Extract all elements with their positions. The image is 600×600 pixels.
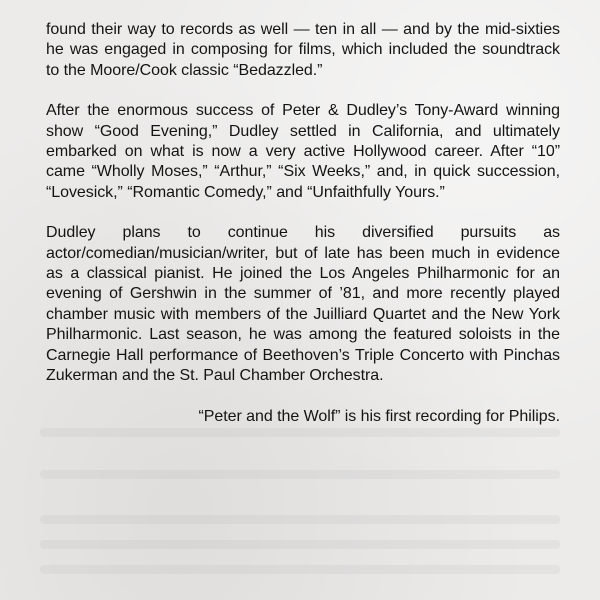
text-column	[46, 20, 560, 427]
show-through-line	[40, 470, 560, 479]
paragraph-classical-pianist: Dudley plans to continue his diversified pursuits as actor/comedian/musician/writer, but of late has been much in evidence as a classical pianist. He joined the Los Angeles Philharmonic for an evening of Gershwin in the summer of ’81, and more recently played chamber music with members of the Juilliard Quartet and the New York Philharmonic. Last season, he was among the featured soloists in the Carnegie Hall performance of Beethoven’s Triple Concerto with Pinchas Zukerman and the St. Paul Chamber Orchestra.	[46, 224, 560, 385]
closing-line: “Peter and the Wolf” is his first recording for Philips.	[198, 407, 560, 425]
show-through-line	[40, 515, 560, 524]
paragraph-records-and-films: found their way to records as well — ten in all — and by the mid-sixties he was engaged in composing for films, which included the soundtrack to the Moore/Cook classic “Bedazzled.”	[46, 21, 560, 79]
show-through-line	[40, 565, 560, 574]
paragraph-hollywood-career: After the enormous success of Peter & Dudley’s Tony-Award winning show “Good Evening,” Dudley settled in California, and ultimately embarked on what is now a very active Hollywood career. After “10” came “Wholly Moses,” “Arthur,” “Six Weeks,” and, in quick succession, “Lovesick,” “Romantic Comedy,” and “Unfaithfully Yours.”	[46, 102, 560, 201]
show-through-line	[40, 540, 560, 549]
show-through-line	[40, 428, 560, 437]
